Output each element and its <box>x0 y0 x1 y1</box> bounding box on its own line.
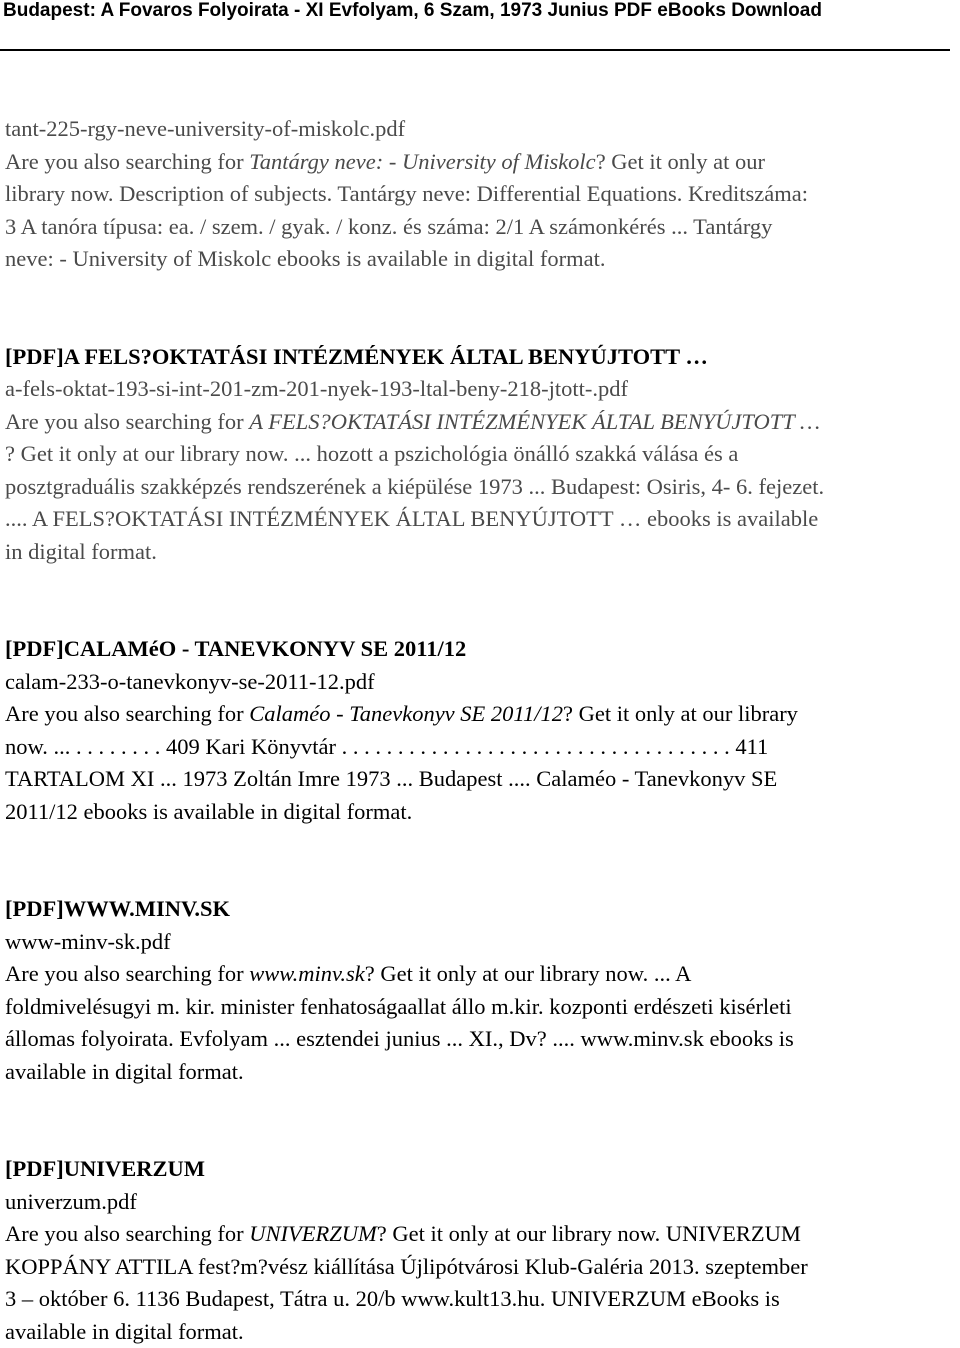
ebook-entry <box>5 1153 960 1348</box>
entry-title[interactable]: [PDF]A FELS?OKTATÁSI INTÉZMÉNYEK ÁLTAL BENYÚJTOTT … <box>5 341 960 374</box>
header-divider <box>0 49 950 51</box>
description-text: foldmivelésugyi m. kir. minister fenhatoságaallat állo m.kir. kozponti erdészeti kisérleti <box>5 994 792 1019</box>
description-text: 3 A tanóra típusa: ea. / szem. / gyak. / konz. és száma: 2/1 A számonkérés ... Tantárgy <box>5 214 772 239</box>
description-line <box>5 243 960 276</box>
searched-title: www.minv.sk <box>249 961 364 986</box>
entry-filename: calam-233-o-tanevkonyv-se-2011-12.pdf <box>5 666 960 699</box>
description-line <box>5 1251 960 1284</box>
description-text: 2011/12 ebooks is available in digital format. <box>5 799 412 824</box>
description-text: ? Get it only at our <box>596 149 765 174</box>
description-text: 3 – október 6. 1136 Budapest, Tátra u. 20/b www.kult13.hu. UNIVERZUM eBooks is <box>5 1286 780 1311</box>
entry-filename[interactable]: tant-225-rgy-neve-university-of-miskolc.pdf <box>5 113 960 146</box>
page-header <box>0 0 960 52</box>
description-line <box>5 406 960 439</box>
description-text: posztgraduális szakképzés rendszerének a kiépülése 1973 ... Budapest: Osiris, 4- 6. fejezet. <box>5 474 824 499</box>
description-text: available in digital format. <box>5 1059 244 1084</box>
description-line <box>5 796 960 829</box>
description-line <box>5 763 960 796</box>
description-text: neve: - University of Miskolc ebooks is available in digital format. <box>5 246 606 271</box>
description-line <box>5 991 960 1024</box>
entry-description <box>5 958 960 1088</box>
ebook-entry-list <box>5 113 960 1348</box>
ebook-entry <box>5 893 960 1088</box>
description-text: library now. Description of subjects. Tantárgy neve: Differential Equations. Kreditszáma: <box>5 181 808 206</box>
description-line <box>5 438 960 471</box>
description-text: now. ... . . . . . . . . 409 Kari Könyvtár . . . . . . . . . . . . . . . . . . . . . . . . . . . . . . . . . . . 411 <box>5 734 768 759</box>
entry-filename: www-minv-sk.pdf <box>5 926 960 959</box>
searched-title: UNIVERZUM <box>249 1221 377 1246</box>
description-line <box>5 698 960 731</box>
entry-title[interactable]: [PDF]CALAMéO - TANEVKONYV SE 2011/12 <box>5 633 960 666</box>
entry-description <box>5 146 960 276</box>
description-line <box>5 211 960 244</box>
entry-title[interactable]: [PDF]WWW.MINV.SK <box>5 893 960 926</box>
entry-title[interactable]: [PDF]UNIVERZUM <box>5 1153 960 1186</box>
entry-description <box>5 698 960 828</box>
description-text: ? Get it only at our library now. UNIVERZUM <box>377 1221 801 1246</box>
description-line <box>5 958 960 991</box>
entry-description <box>5 406 960 569</box>
description-text: Are you also searching for <box>5 149 249 174</box>
ebook-entry <box>5 113 960 276</box>
description-text: in digital format. <box>5 539 157 564</box>
description-text: TARTALOM XI ... 1973 Zoltán Imre 1973 ... Budapest .... Calaméo - Tanevkonyv SE <box>5 766 777 791</box>
searched-title: Tantárgy neve: - University of Miskolc <box>249 149 595 174</box>
description-text: Are you also searching for <box>5 961 249 986</box>
description-text: available in digital format. <box>5 1319 244 1344</box>
description-line <box>5 503 960 536</box>
description-line <box>5 178 960 211</box>
ebook-entry <box>5 341 960 569</box>
entry-filename: univerzum.pdf <box>5 1186 960 1219</box>
page-title: Budapest: A Fovaros Folyoirata - XI Evfolyam, 6 Szam, 1973 Junius PDF eBooks Download <box>3 0 822 22</box>
description-text: Are you also searching for <box>5 701 249 726</box>
entry-description <box>5 1218 960 1348</box>
description-text: Are you also searching for <box>5 1221 249 1246</box>
description-text: .... A FELS?OKTATÁSI INTÉZMÉNYEK ÁLTAL BENYÚJTOTT … ebooks is available <box>5 506 818 531</box>
searched-title: Calaméo - Tanevkonyv SE 2011/12 <box>249 701 563 726</box>
description-line <box>5 1283 960 1316</box>
description-line <box>5 731 960 764</box>
description-line <box>5 471 960 504</box>
description-text: Are you also searching for <box>5 409 249 434</box>
description-text: KOPPÁNY ATTILA fest?m?vész kiállítása Újlipótvárosi Klub-Galéria 2013. szeptember <box>5 1254 808 1279</box>
description-line <box>5 1316 960 1348</box>
description-text: állomas folyoirata. Evfolyam ... esztendei junius ... XI., Dv? .... www.minv.sk ebooks is <box>5 1026 794 1051</box>
entry-filename: a-fels-oktat-193-si-int-201-zm-201-nyek-193-ltal-beny-218-jtott-.pdf <box>5 373 960 406</box>
description-text: ? Get it only at our library now. ... A <box>365 961 692 986</box>
description-text: ? Get it only at our library <box>563 701 798 726</box>
description-line <box>5 146 960 179</box>
searched-title: A FELS?OKTATÁSI INTÉZMÉNYEK ÁLTAL BENYÚJTOTT … <box>249 409 820 434</box>
ebook-entry <box>5 633 960 828</box>
description-line <box>5 1023 960 1056</box>
description-text: ? Get it only at our library now. ... hozott a pszichológia önálló szakká válása és a <box>5 441 738 466</box>
description-line <box>5 1218 960 1251</box>
description-line <box>5 1056 960 1089</box>
description-line <box>5 536 960 569</box>
